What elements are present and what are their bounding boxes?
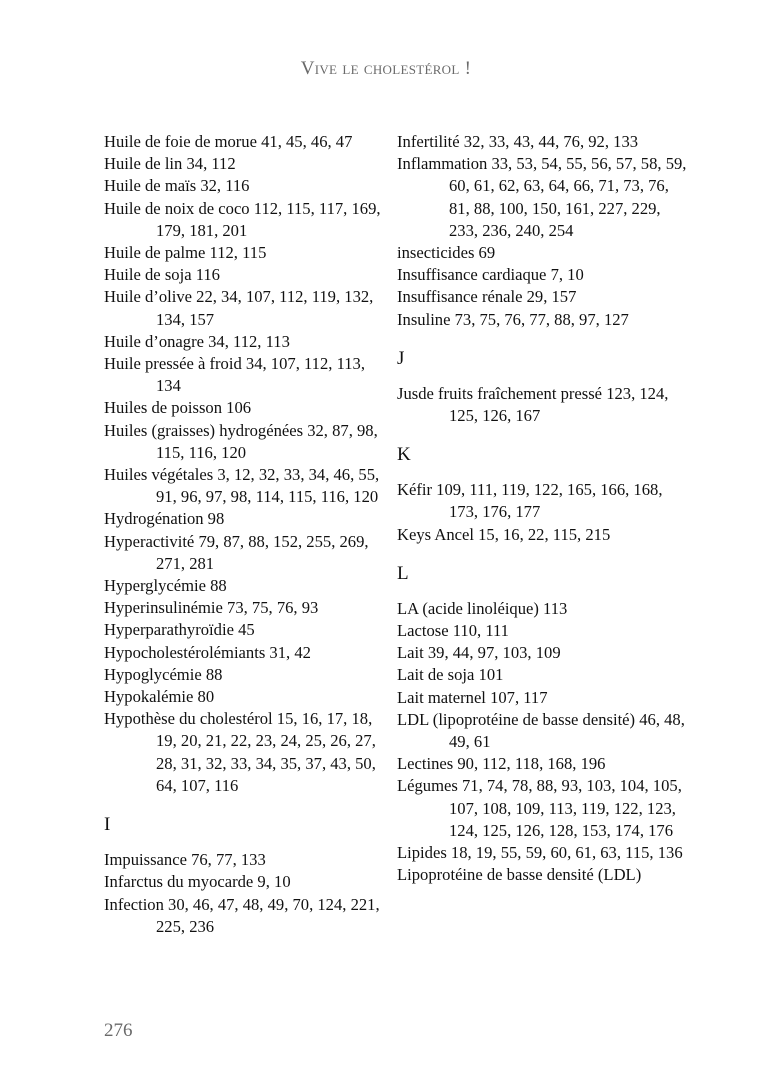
index-entry: Hypothèse du cholestérol 15, 16, 17, 18, 19, 20, 21, 22, 23, 24, 25, 26, 27, 28, 31, 32, 33, 34, 35, 37, 43, 50, 64, 107, 116 (104, 709, 376, 795)
index-entry: Lipides 18, 19, 55, 59, 60, 61, 63, 115, 136 (397, 843, 683, 863)
index-entry: Insuline 73, 75, 76, 77, 88, 97, 127 (397, 309, 629, 329)
index-entry: Kéfir 109, 111, 119, 122, 165, 166, 168, 173, 176, 177 (397, 480, 663, 522)
index-entry: Lectines 90, 112, 118, 168, 196 (397, 754, 606, 774)
index-entry: Insuffisance rénale 29, 157 (397, 287, 577, 307)
index-entry: Lait de soja 101 (397, 665, 504, 685)
index-entry: Keys Ancel 15, 16, 22, 115, 215 (397, 524, 611, 544)
index-entry: Impuissance 76, 77, 133 (104, 850, 266, 870)
index-entry: LDL (lipoprotéine de basse densité) 46, 48, 49, 61 (397, 709, 685, 752)
index-entry: Huiles de poisson 106 (104, 398, 252, 418)
index-entry: Hyperinsulinémie 73, 75, 76, 93 (104, 598, 319, 618)
index-entry: Huiles végétales 3, 12, 32, 33, 34, 46, 55, 91, 96, 97, 98, 114, 115, 116, 120 (104, 465, 380, 507)
index-entry: Huile d’onagre 34, 112, 113 (104, 331, 290, 351)
section-letter-i: I (104, 814, 111, 836)
index-entry: Lipoprotéine de basse densité (LDL) (397, 865, 642, 885)
index-entry: Hydrogénation 98 (104, 509, 225, 529)
section-letter-j: J (397, 347, 405, 369)
index-entry: Lait maternel 107, 117 (397, 687, 548, 707)
index-entry: Hypoglycémie 88 (104, 664, 223, 684)
index-entry: Hyperglycémie 88 (104, 576, 227, 596)
page-number: 276 (104, 1020, 133, 1041)
index-entry: Huile de foie de morue 41, 45, 46, 47 (104, 132, 353, 151)
index-entry: Infection 30, 46, 47, 48, 49, 70, 124, 221, 225, 236 (104, 894, 380, 936)
index-entry: Huile d’olive 22, 34, 107, 112, 119, 132, 134, 157 (104, 287, 374, 329)
index-entry: Inflammation 33, 53, 54, 55, 56, 57, 58, 59, 60, 61, 62, 63, 64, 66, 71, 73, 76, 81, 88, 100, 150, 161, 227, 229, 233, 236, 240, 254 (397, 154, 687, 240)
index-column-right (397, 131, 687, 886)
index-list-k (397, 479, 687, 546)
index-list-i-right (397, 131, 687, 331)
index-entry: Hypokalémie 80 (104, 687, 215, 707)
index-entry: Jusde fruits fraîchement pressé 123, 124, 125, 126, 167 (397, 383, 669, 426)
index-entry: Hyperparathyroïdie 45 (104, 620, 255, 640)
index-entry: Infertilité 32, 33, 43, 44, 76, 92, 133 (397, 132, 639, 151)
section-letter-l: L (397, 562, 409, 584)
index-entry: insecticides 69 (397, 243, 496, 263)
index-entry: Huile de lin 34, 112 (104, 154, 236, 174)
index-entry: Huile de noix de coco 112, 115, 117, 169, 179, 181, 201 (104, 198, 381, 240)
index-column-left (104, 131, 389, 938)
index-entry: Huile de maïs 32, 116 (104, 176, 250, 196)
index-entry: Infarctus du myocarde 9, 10 (104, 872, 291, 892)
index-list-j (397, 383, 687, 427)
index-entry: Hyperactivité 79, 87, 88, 152, 255, 269, 271, 281 (104, 531, 369, 573)
index-list-i-left (104, 849, 389, 938)
index-entry: Insuffisance cardiaque 7, 10 (397, 265, 584, 285)
index-entry: Légumes 71, 74, 78, 88, 93, 103, 104, 105, 107, 108, 109, 113, 119, 122, 123, 124, 125, 126, 128, 153, 174, 176 (397, 776, 682, 840)
index-entry: Huile pressée à froid 34, 107, 112, 113, 134 (104, 354, 365, 396)
running-head: Vive le cholestérol ! (300, 58, 472, 79)
index-entry: Huiles (graisses) hydrogénées 32, 87, 98, 115, 116, 120 (104, 420, 378, 462)
index-entry: Lactose 110, 111 (397, 621, 509, 641)
index-entry: Hypocholestérolémiants 31, 42 (104, 642, 311, 662)
index-list-h (104, 131, 389, 797)
section-letter-k: K (397, 444, 411, 466)
index-entry: LA (acide linoléique) 113 (397, 598, 568, 618)
index-list-l (397, 598, 687, 887)
index-entry: Lait 39, 44, 97, 103, 109 (397, 643, 561, 663)
index-entry: Huile de palme 112, 115 (104, 243, 267, 263)
index-entry: Huile de soja 116 (104, 265, 220, 285)
